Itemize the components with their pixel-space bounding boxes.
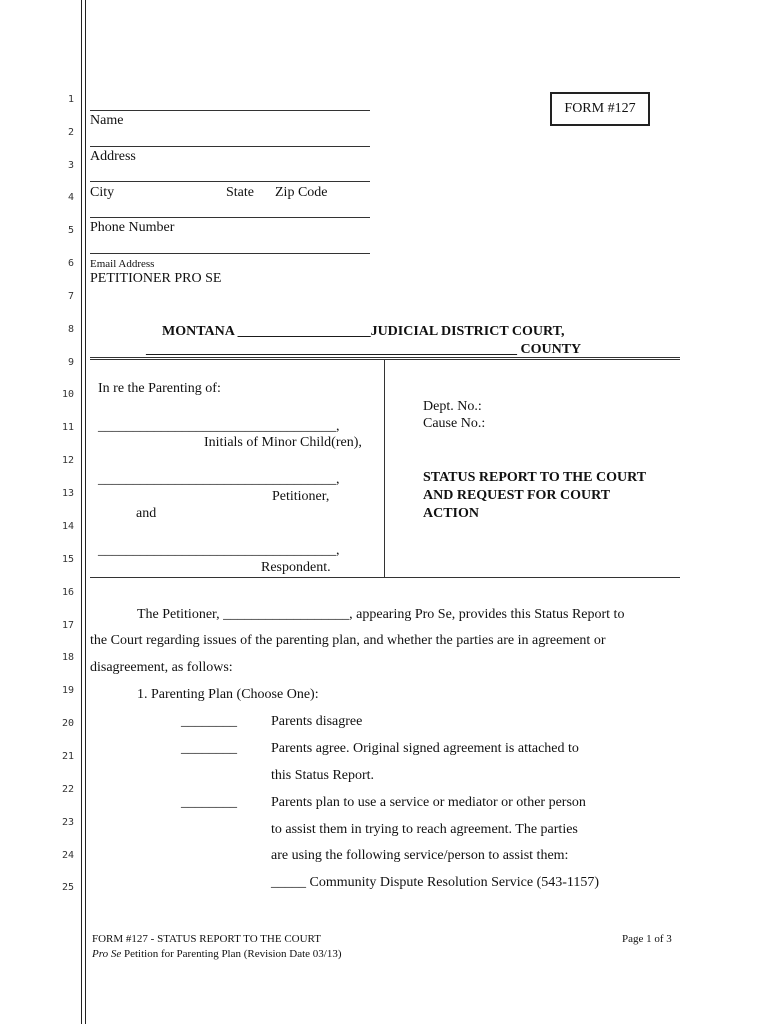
caption-bottom-rule bbox=[90, 577, 680, 578]
margin-rule-left-2 bbox=[85, 0, 86, 1024]
option-3-label-line-1: Parents plan to use a service or mediator or other person bbox=[271, 795, 586, 810]
line-number: 2 bbox=[67, 127, 74, 138]
item-1-heading: 1. Parenting Plan (Choose One): bbox=[137, 687, 319, 702]
option-3-label-line-2: to assist them in trying to reach agreement. The parties bbox=[271, 822, 578, 837]
option-1-checkbox-blank[interactable]: ________ bbox=[181, 714, 237, 729]
line-number: 15 bbox=[61, 554, 74, 565]
form-number-box bbox=[550, 92, 650, 126]
line-number: 3 bbox=[67, 160, 74, 171]
line-number: 25 bbox=[61, 882, 74, 893]
line-number: 12 bbox=[61, 455, 74, 466]
option-2-label-line-1: Parents agree. Original signed agreement is attached to bbox=[271, 741, 579, 756]
in-re-label: In re the Parenting of: bbox=[98, 381, 221, 396]
option-3-label-line-3: are using the following service/person to assist them: bbox=[271, 848, 569, 863]
address-field-line[interactable] bbox=[90, 146, 370, 147]
email-field-line[interactable] bbox=[90, 253, 370, 254]
service-option-cdrs[interactable]: _____ Community Dispute Resolution Service (543-1157) bbox=[271, 875, 600, 890]
line-number: 10 bbox=[61, 389, 74, 400]
line-number: 23 bbox=[61, 817, 74, 828]
line-number: 13 bbox=[61, 488, 74, 499]
line-number: 5 bbox=[67, 225, 74, 236]
dept-no-label: Dept. No.: bbox=[423, 399, 482, 414]
line-number: 16 bbox=[61, 587, 74, 598]
line-number: 1 bbox=[67, 94, 74, 105]
line-number: 8 bbox=[67, 324, 74, 335]
court-heading-line-2: _____________________________________________________ COUNTY bbox=[146, 342, 582, 357]
line-number: 21 bbox=[61, 751, 74, 762]
city-label: City bbox=[90, 185, 115, 200]
option-2-label-line-2: this Status Report. bbox=[271, 768, 375, 783]
line-number: 6 bbox=[67, 258, 74, 269]
line-number: 19 bbox=[61, 685, 74, 696]
petitioner-name-field[interactable]: __________________________________, bbox=[98, 472, 340, 487]
option-1-label: Parents disagree bbox=[271, 714, 363, 729]
footer-subtitle-rest: Petition for Parenting Plan (Revision Date 03/13) bbox=[121, 948, 342, 960]
line-number: 20 bbox=[61, 718, 74, 729]
document-title-line-3: ACTION bbox=[423, 506, 480, 521]
body-paragraph-line-1: The Petitioner, __________________, appearing Pro Se, provides this Status Report to bbox=[137, 607, 625, 622]
body-paragraph-line-3: disagreement, as follows: bbox=[90, 660, 233, 675]
document-title-line-1: STATUS REPORT TO THE COURT bbox=[423, 470, 647, 485]
zip-label: Zip Code bbox=[275, 185, 328, 200]
phone-label: Phone Number bbox=[90, 220, 175, 235]
petitioner-caption-label: Petitioner, bbox=[272, 489, 330, 504]
option-3-checkbox-blank[interactable]: ________ bbox=[181, 795, 237, 810]
footer-subtitle bbox=[92, 946, 342, 962]
body-paragraph-line-2: the Court regarding issues of the parenting plan, and whether the parties are in agreement or bbox=[90, 633, 606, 648]
name-field-line[interactable] bbox=[90, 110, 370, 111]
city-field-line[interactable] bbox=[90, 181, 370, 182]
line-number: 11 bbox=[61, 422, 74, 433]
name-label: Name bbox=[90, 113, 124, 128]
option-2-checkbox-blank[interactable]: ________ bbox=[181, 741, 237, 756]
state-label: State bbox=[226, 185, 254, 200]
court-heading-line-1: MONTANA ___________________JUDICIAL DISTRICT COURT, bbox=[162, 324, 565, 339]
line-number: 9 bbox=[67, 357, 74, 368]
court-heading-rule bbox=[90, 357, 680, 358]
respondent-name-field[interactable]: __________________________________, bbox=[98, 543, 340, 558]
phone-field-line[interactable] bbox=[90, 217, 370, 218]
petitioner-pro-se-label: PETITIONER PRO SE bbox=[90, 271, 222, 286]
document-title-line-2: AND REQUEST FOR COURT bbox=[423, 488, 611, 503]
footer-pro-se: Pro Se bbox=[92, 948, 122, 960]
line-number: 14 bbox=[61, 521, 74, 532]
footer-page-number: Page 1 of 3 bbox=[622, 933, 672, 945]
line-number: 17 bbox=[61, 620, 74, 631]
line-number: 18 bbox=[61, 652, 74, 663]
and-label: and bbox=[136, 506, 157, 521]
respondent-caption-label: Respondent. bbox=[261, 560, 331, 575]
line-number: 7 bbox=[67, 291, 74, 302]
line-number: 4 bbox=[67, 192, 74, 203]
court-heading-rule-2 bbox=[90, 359, 680, 360]
cause-no-label: Cause No.: bbox=[423, 416, 486, 431]
line-number: 24 bbox=[61, 850, 74, 861]
child-initials-field[interactable]: __________________________________, bbox=[98, 419, 340, 434]
child-initials-label: Initials of Minor Child(ren), bbox=[204, 435, 362, 450]
form-number: FORM #127 bbox=[564, 101, 636, 116]
line-number: 22 bbox=[61, 784, 74, 795]
caption-divider bbox=[384, 360, 385, 578]
footer-form-title: FORM #127 - STATUS REPORT TO THE COURT bbox=[92, 933, 321, 945]
margin-rule-left-1 bbox=[81, 0, 82, 1024]
address-label: Address bbox=[90, 149, 136, 164]
email-label: Email Address bbox=[90, 258, 155, 270]
